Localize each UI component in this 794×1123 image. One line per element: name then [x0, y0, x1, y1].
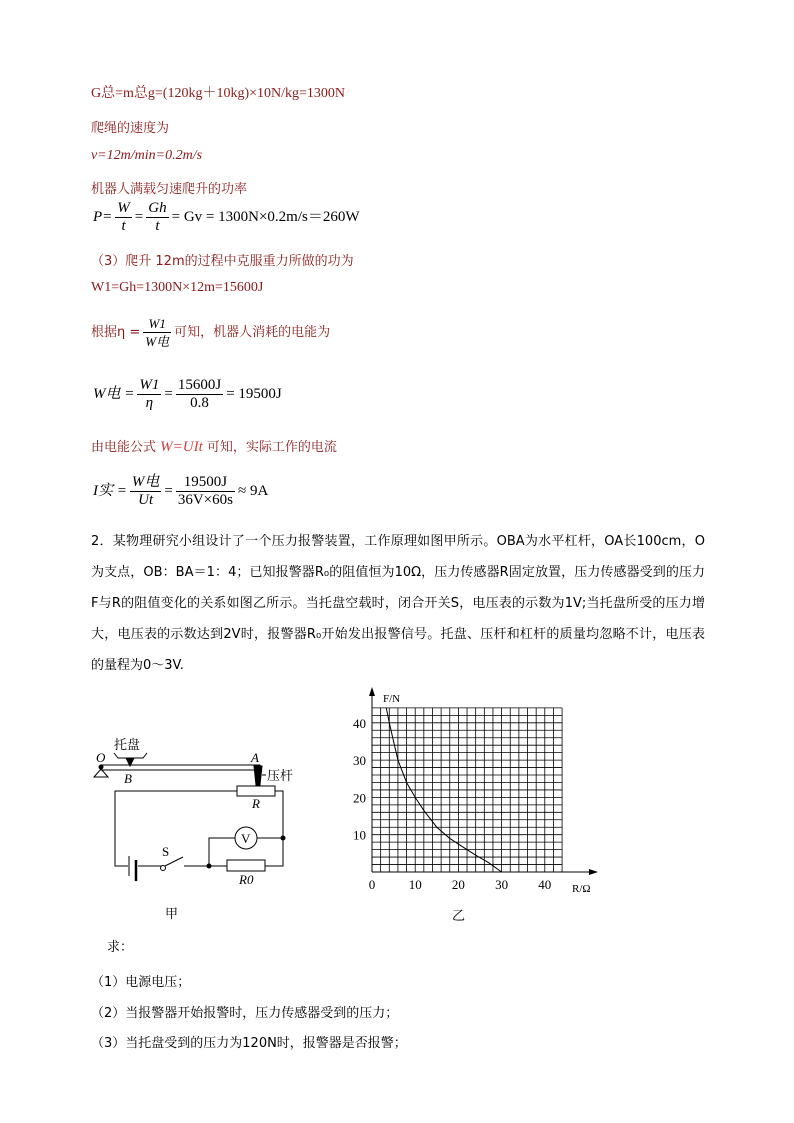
power-lhs: P=: [93, 208, 113, 225]
graph-yi: [353, 687, 598, 924]
efficiency-pre: 根据η =: [91, 325, 141, 340]
lever-bar: [101, 765, 260, 770]
frac-num: 15600J: [177, 377, 222, 393]
resistor-r0: [227, 860, 265, 871]
energy-lhs: W电 =: [93, 385, 135, 402]
question-2: （2）当报警器开始报警时，压力传感器受到的压力；: [91, 1006, 399, 1021]
current-pre: 由电能公式: [91, 440, 161, 455]
y-tick-label: 40: [353, 715, 366, 731]
speed-equation: v=12m/min=0.2m/s: [91, 148, 203, 163]
label-r0: R0: [239, 872, 254, 887]
work-equation: W1=Gh=1300N×12m=15600J: [91, 280, 264, 295]
junction: [207, 864, 211, 868]
part3-label: （3）爬升 12m的过程中克服重力所做的功为: [91, 254, 354, 269]
ask-label: 求：: [107, 940, 134, 955]
tray: [114, 753, 147, 758]
frac-den: W电: [145, 334, 170, 349]
power-label: 机器人满载匀速爬升的功率: [91, 182, 248, 197]
resistor-r: [237, 786, 275, 796]
question-1: （1）电源电压；: [91, 975, 191, 990]
label-o: O: [96, 750, 106, 765]
x-tick-label: 20: [451, 877, 465, 892]
gravity-equation: G总=m总g=(120kg＋10kg)×10N/kg=1300N: [91, 86, 346, 101]
y-axis-arrow-icon: [369, 687, 375, 696]
x-axis-label: R/Ω: [572, 883, 591, 895]
energy-equation: W电 = $\frac{W1}{\eta}$ = $\frac{15600J}{0.8}$ = 19500J: [93, 377, 282, 411]
current-equation: I实 = $\frac{\text{W电}}{Ut}$ = $\frac{19500J}{36V\times 60s}$ ≈ 9A: [93, 474, 269, 508]
x-tick-label: 0: [368, 877, 376, 892]
junction: [281, 836, 285, 840]
energy-result: = 19500J: [226, 385, 282, 402]
problem-text: 2．某物理研究小组设计了一个压力报警装置，工作原理如图甲所示。OBA为水平杠杆，OA长100cm，O为支点，OB：BA＝1：4；已知报警器R₀的阻值恒为10Ω，压力传感器R固定放置，压力传感器受到的压力F与R的阻值变化的关系如图乙所示。当托盘空载时，闭合开关S，电压表的示数为1V;当托盘所受的压力增大，电压表的示数达到2V时，报警器R₀开始发出报警信号。托盘、压杆和杠杆的质量均忽略不计，电压表的量程为0～3V.: [91, 534, 705, 673]
label-b: B: [124, 771, 132, 786]
y-tick-label: 30: [353, 753, 366, 769]
rod-label: 压杆: [267, 769, 294, 784]
x-tick-label: 40: [538, 877, 552, 892]
frac-den: t: [121, 218, 126, 234]
frac-num: W电: [131, 474, 160, 490]
pivot-point: [99, 765, 103, 769]
current-formula: W=UIt: [160, 439, 203, 455]
power-equation: P= $\frac{W}{t}$ = $\frac{Gh}{t}$ = Gv = 1300N×0.2m/s＝260W: [93, 200, 360, 234]
label-s: S: [162, 844, 170, 859]
label-a: A: [251, 750, 259, 765]
figure-caption-jia: 甲: [165, 907, 179, 922]
label-r: R: [252, 796, 260, 811]
figure-caption-yi: 乙: [452, 909, 466, 924]
current-lhs: I实 =: [93, 482, 127, 499]
frac-num: 19500J: [176, 474, 235, 492]
current-result: ≈ 9A: [237, 482, 269, 499]
x-axis-arrow-icon: [589, 869, 598, 875]
switch-contact: [161, 866, 166, 871]
y-axis-label: F/N: [383, 693, 401, 705]
frac-num: W: [117, 200, 130, 216]
frac-den: η: [145, 395, 154, 411]
circuit-diagram-jia: [94, 753, 285, 881]
frac-den: Ut: [138, 492, 154, 508]
voltmeter-label: V: [241, 831, 251, 846]
question-3: （3）当托盘受到的压力为120N时，报警器是否报警；: [91, 1036, 407, 1051]
power-result: = Gv = 1300N×0.2m/s＝260W: [171, 208, 360, 225]
frac-num: W1: [139, 377, 160, 393]
y-tick-label: 20: [353, 790, 366, 806]
y-tick-label: 10: [353, 827, 366, 843]
frac-den: 0.8: [190, 395, 209, 411]
x-tick-label: 10: [408, 877, 422, 892]
press-rod: [254, 766, 262, 785]
tray-label: 托盘: [114, 738, 141, 753]
frac-num: W1: [143, 315, 171, 333]
frac-den: t: [155, 218, 160, 234]
x-tick-label: 30: [495, 877, 509, 892]
efficiency-post: 可知，机器人消耗的电能为: [174, 325, 331, 340]
current-post: 可知，实际工作的电流: [202, 440, 337, 455]
frac-num: Gh: [148, 200, 167, 216]
frac-den: 36V×60s: [177, 492, 233, 508]
rope-speed-label: 爬绳的速度为: [91, 121, 170, 136]
